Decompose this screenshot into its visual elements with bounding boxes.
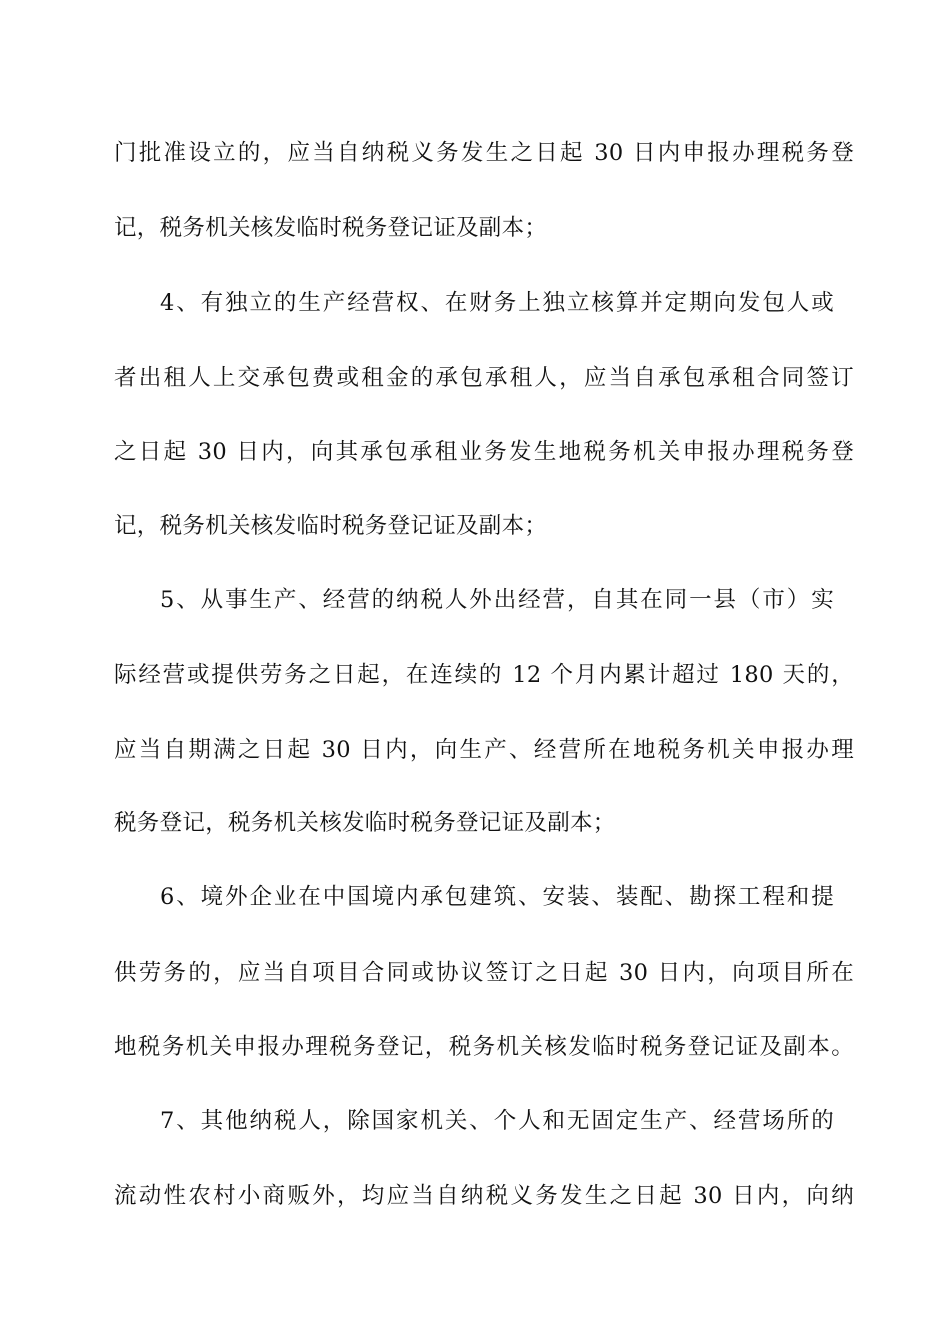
- text-line-15: 流动性农村小商贩外，均应当自纳税义务发生之日起 30 日内，向纳: [114, 1183, 854, 1209]
- text-line-12: 供劳务的，应当自项目合同或协议签订之日起 30 日内，向项目所在: [114, 960, 854, 986]
- text-line-1: 门批准设立的，应当自纳税义务发生之日起 30 日内申报办理税务登: [114, 140, 854, 166]
- text-line-13: 地税务机关申报办理税务登记，税务机关核发临时税务登记证及副本。: [114, 1034, 854, 1060]
- text-line-5: 之日起 30 日内，向其承包承租业务发生地税务机关申报办理税务登: [114, 439, 854, 465]
- text-line-7: 5、从事生产、经营的纳税人外出经营，自其在同一县（市）实: [160, 587, 834, 613]
- text-line-8: 际经营或提供劳务之日起，在连续的 12 个月内累计超过 180 天的，: [114, 662, 854, 688]
- text-line-14: 7、其他纳税人，除国家机关、个人和无固定生产、经营场所的: [160, 1108, 834, 1134]
- text-line-6: 记，税务机关核发临时税务登记证及副本；: [114, 513, 548, 539]
- text-line-9: 应当自期满之日起 30 日内，向生产、经营所在地税务机关申报办理: [114, 737, 854, 763]
- text-line-4: 者出租人上交承包费或租金的承包承租人，应当自承包承租合同签订: [114, 365, 854, 391]
- text-line-2: 记，税务机关核发临时税务登记证及副本；: [114, 215, 548, 241]
- text-line-10: 税务登记，税务机关核发临时税务登记证及副本；: [114, 810, 616, 836]
- text-line-3: 4、有独立的生产经营权、在财务上独立核算并定期向发包人或: [160, 290, 834, 316]
- text-line-11: 6、境外企业在中国境内承包建筑、安装、装配、勘探工程和提: [160, 884, 834, 910]
